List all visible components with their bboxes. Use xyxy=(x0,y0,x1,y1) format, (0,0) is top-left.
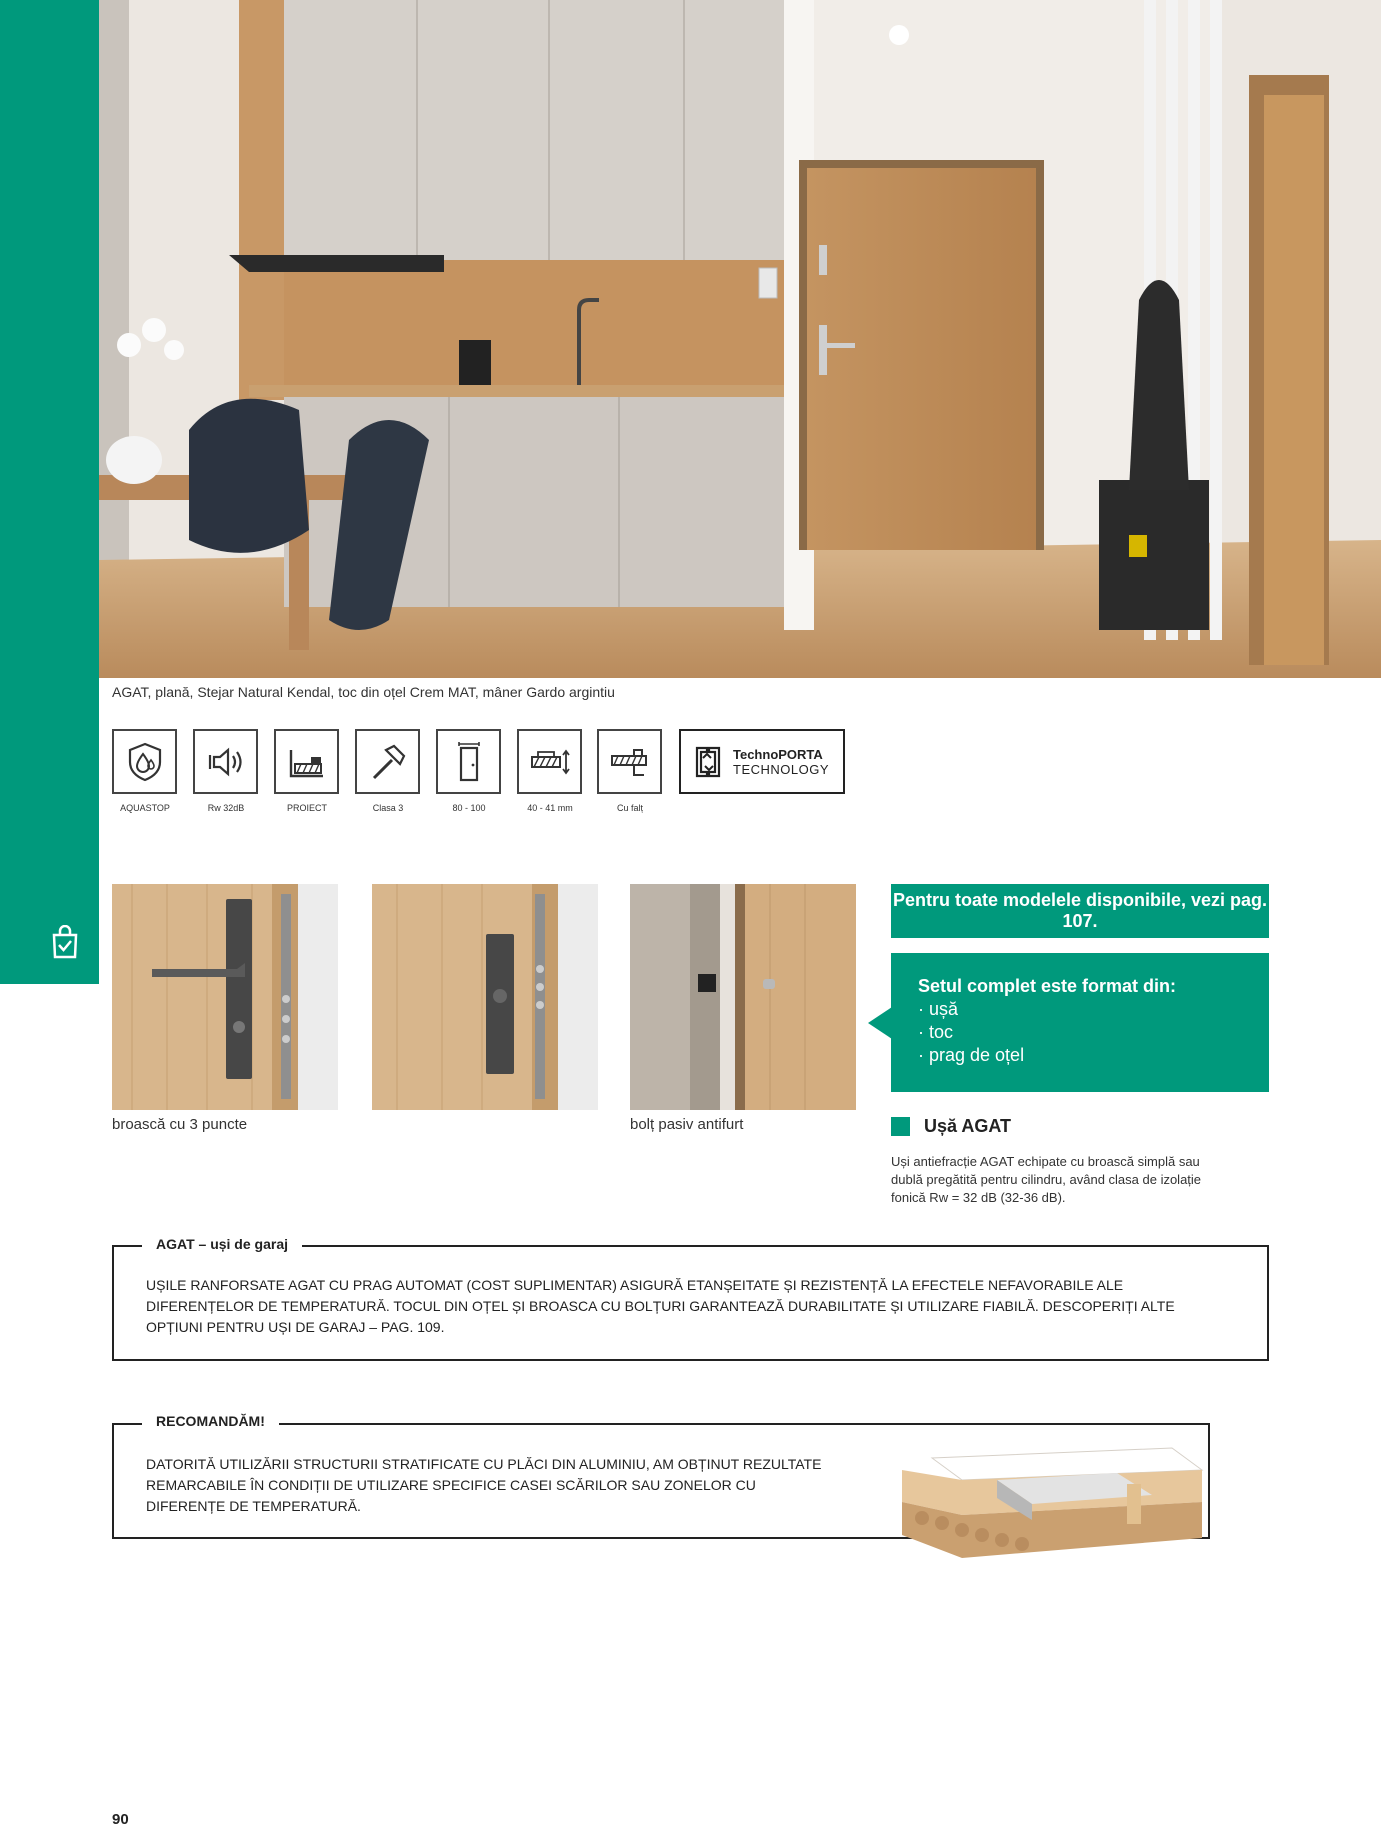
hero-interior-photo xyxy=(99,0,1381,678)
product-heading xyxy=(891,1116,1011,1137)
hammer-icon xyxy=(366,740,410,784)
aquastop-icon xyxy=(123,740,167,784)
thickness-icon xyxy=(528,740,572,784)
sound-insulation-icon xyxy=(204,740,248,784)
technoporta-badge xyxy=(679,729,845,794)
product-title: Ușă AGAT xyxy=(924,1116,1012,1136)
feature-label-rebate: Cu falț xyxy=(616,803,643,813)
recommendation-text: DATORITĂ UTILIZĂRII STRUCTURII STRATIFICATE CU PLĂCI DIN ALUMINIU, AM OBȚINUT REZULTATE REMARCABILE ÎN CONDIȚII DE UTILIZARE SPECIFICE CASEI SCĂRILOR SAU ZONELOR CU DIFERENȚE DE TEMPERATURĂ. xyxy=(146,1456,822,1514)
complete-set-box xyxy=(891,953,1269,1092)
technoporta-logo-icon xyxy=(691,742,725,782)
feature-class xyxy=(355,729,420,794)
feature-label-sound: Rw 32dB xyxy=(207,803,245,813)
garage-doors-text: UȘILE RANFORSATE AGAT CU PRAG AUTOMAT (COST SUPLIMENTAR) ASIGURĂ ETANȘEITATE ȘI REZISTENȚĂ LA EFECTELE NEFAVORABILE ALE DIFERENȚELOR DE TEMPERATURĂ. TOCUL DIN OȚEL ȘI BROASCA CU BOLȚURI GARANTEAZĂ DURABILITATE ȘI UTILIZARE FIABILĂ. DESCOPERIȚI ALTE OPȚIUNI PENTRU UȘI DE GARAJ – PAG. 109. xyxy=(146,1277,1175,1335)
feature-width xyxy=(436,729,501,794)
feature-label-aquastop: AQUASTOP xyxy=(120,803,170,813)
complete-set-title: Setul complet este format din: xyxy=(918,976,1177,996)
set-item-frame: · toc xyxy=(918,1021,1269,1044)
anti-theft-bolt-photo xyxy=(630,884,856,1110)
feature-label-thickness: 40 - 41 mm xyxy=(527,803,573,813)
shopping-bag-check-icon[interactable] xyxy=(50,925,80,959)
technoporta-title: TechnoPORTA xyxy=(733,746,823,762)
set-item-door: · ușă xyxy=(918,998,1269,1021)
heading-square-marker xyxy=(891,1117,910,1136)
product-description: Uși antiefracție AGAT echipate cu broască simplă sau dublă pregătită pentru cilindru, având clasa de izolație fonică Rw = 32 dB (32-36 dB). xyxy=(891,1154,1202,1205)
feature-label-project: PROIECT xyxy=(286,803,327,813)
feature-label-width: 80 - 100 xyxy=(452,803,486,813)
hero-caption: AGAT, plană, Stejar Natural Kendal, toc din oțel Crem MAT, mâner Gardo argintiu xyxy=(112,684,615,700)
recommendation-label: RECOMANDĂM! xyxy=(142,1413,279,1429)
set-callout-arrow xyxy=(868,1007,892,1039)
bolt-photo-caption: bolț pasiv antifurt xyxy=(630,1116,744,1133)
rebate-icon xyxy=(608,740,652,784)
garage-doors-label: AGAT – uși de garaj xyxy=(142,1236,302,1252)
lock-photo-caption: broască cu 3 puncte xyxy=(112,1116,248,1133)
feature-thickness xyxy=(517,729,582,794)
feature-label-class: Clasa 3 xyxy=(372,803,404,813)
technoporta-subtitle: TECHNOLOGY xyxy=(733,761,830,777)
side-accent-band xyxy=(0,0,99,984)
door-width-icon xyxy=(447,740,491,784)
door-layers-cutaway-image xyxy=(902,1440,1207,1560)
feature-rebate xyxy=(597,729,662,794)
feature-aquastop xyxy=(112,729,177,794)
set-item-threshold: · prag de oțel xyxy=(918,1044,1269,1067)
lock-photo xyxy=(112,884,338,1110)
feature-project xyxy=(274,729,339,794)
project-icon xyxy=(285,740,329,784)
feature-sound xyxy=(193,729,258,794)
cylinder-photo xyxy=(372,884,598,1110)
models-note: Pentru toate modelele disponibile, vezi pag. 107. xyxy=(891,884,1269,938)
page-number: 90 xyxy=(112,1811,129,1828)
